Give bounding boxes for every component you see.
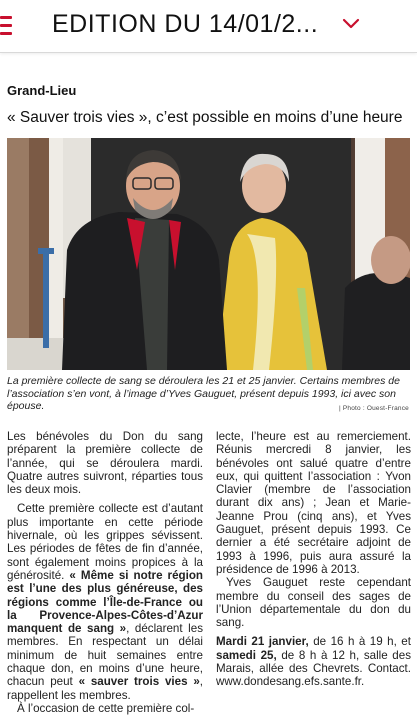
photo-caption: La première collecte de sang se déroulera les 21 et 25 janvier. Certains membres de l’association s’en vont, à l’image d’Yves Gauguet, présent depuis 1993, ici avec son épouse.	[7, 375, 400, 412]
edition-title[interactable]: EDITION DU 14/01/2...	[52, 10, 319, 38]
photo-illustration	[7, 138, 410, 370]
paragraph: Yves Gauguet reste cependant membre du conseil des sages de l’Union départementale du don du sang.	[216, 576, 411, 630]
section-label: Grand-Lieu	[7, 83, 77, 98]
paragraph: À l’occasion de cette première col-	[17, 701, 195, 715]
chevron-down-icon[interactable]	[342, 17, 360, 31]
top-bar	[0, 0, 417, 53]
quote-bold: « sauver trois vies »	[78, 675, 200, 689]
paragraph: Les bénévoles du Don du sang préparent la première collecte de l’année, qui se déroulera mardi. Quatre autres suivront, réparties tous les deux mois.	[7, 430, 203, 497]
photo-credit: | Photo : Ouest-France	[338, 405, 409, 412]
quote-bold: « Même si notre région est l’une des plus généreuse, des régions comme l’Île-de-France ou la Provence-Alpes-Côtes-d’Azur manquent de sang »	[7, 568, 203, 636]
date-bold: Mardi 21 janvier,	[216, 635, 309, 649]
date-bold: samedi 25,	[216, 648, 277, 662]
paragraph: Mardi 21 janvier, de 16 h à 19 h, et samedi 25, de 8 h à 12 h, salle des Marais, allée des Chevrets. Contact. www.dondesang.efs.sante.fr.	[216, 635, 411, 689]
menu-icon[interactable]	[0, 16, 12, 36]
text-column-2	[216, 430, 411, 689]
article-photo	[7, 138, 410, 370]
paragraph: Cette première collecte est d’autant plus importante en cette période hivernale, où les grippes sévissent. Les périodes de fêtes de fin d’année, sont également moins propices à la générosité. « Même si notre région est l’une des plus généreuse, des régions comme l’Île-de-France ou la Provence-Alpes-Côtes-d’Azur manquent de sang », déclarent les membres. En respectant un délai minimum de huit semaines entre chaque don, en moins d’une heure, chacun peut « sauver trois vies », rappellent les membres.	[7, 502, 203, 702]
text-column-1	[7, 430, 203, 715]
article-headline: « Sauver trois vies », c’est possible en moins d’une heure	[7, 109, 403, 126]
paragraph: lecte, l’heure est au remerciement. Réunis mercredi 8 janvier, les bénévoles ont salué quatre d’entre eux, qui quittent l’association : Yvon Clavier (membre de l’association durant dix ans) ; Jean et Marie-Jeanne Prou (cinq ans), et Yves Gauguet, présent depuis 1993. Ce dernier a été secrétaire adjoint de 1993 à 1996, puis aura assuré la présidence de 1996 à 2013.	[216, 430, 411, 576]
